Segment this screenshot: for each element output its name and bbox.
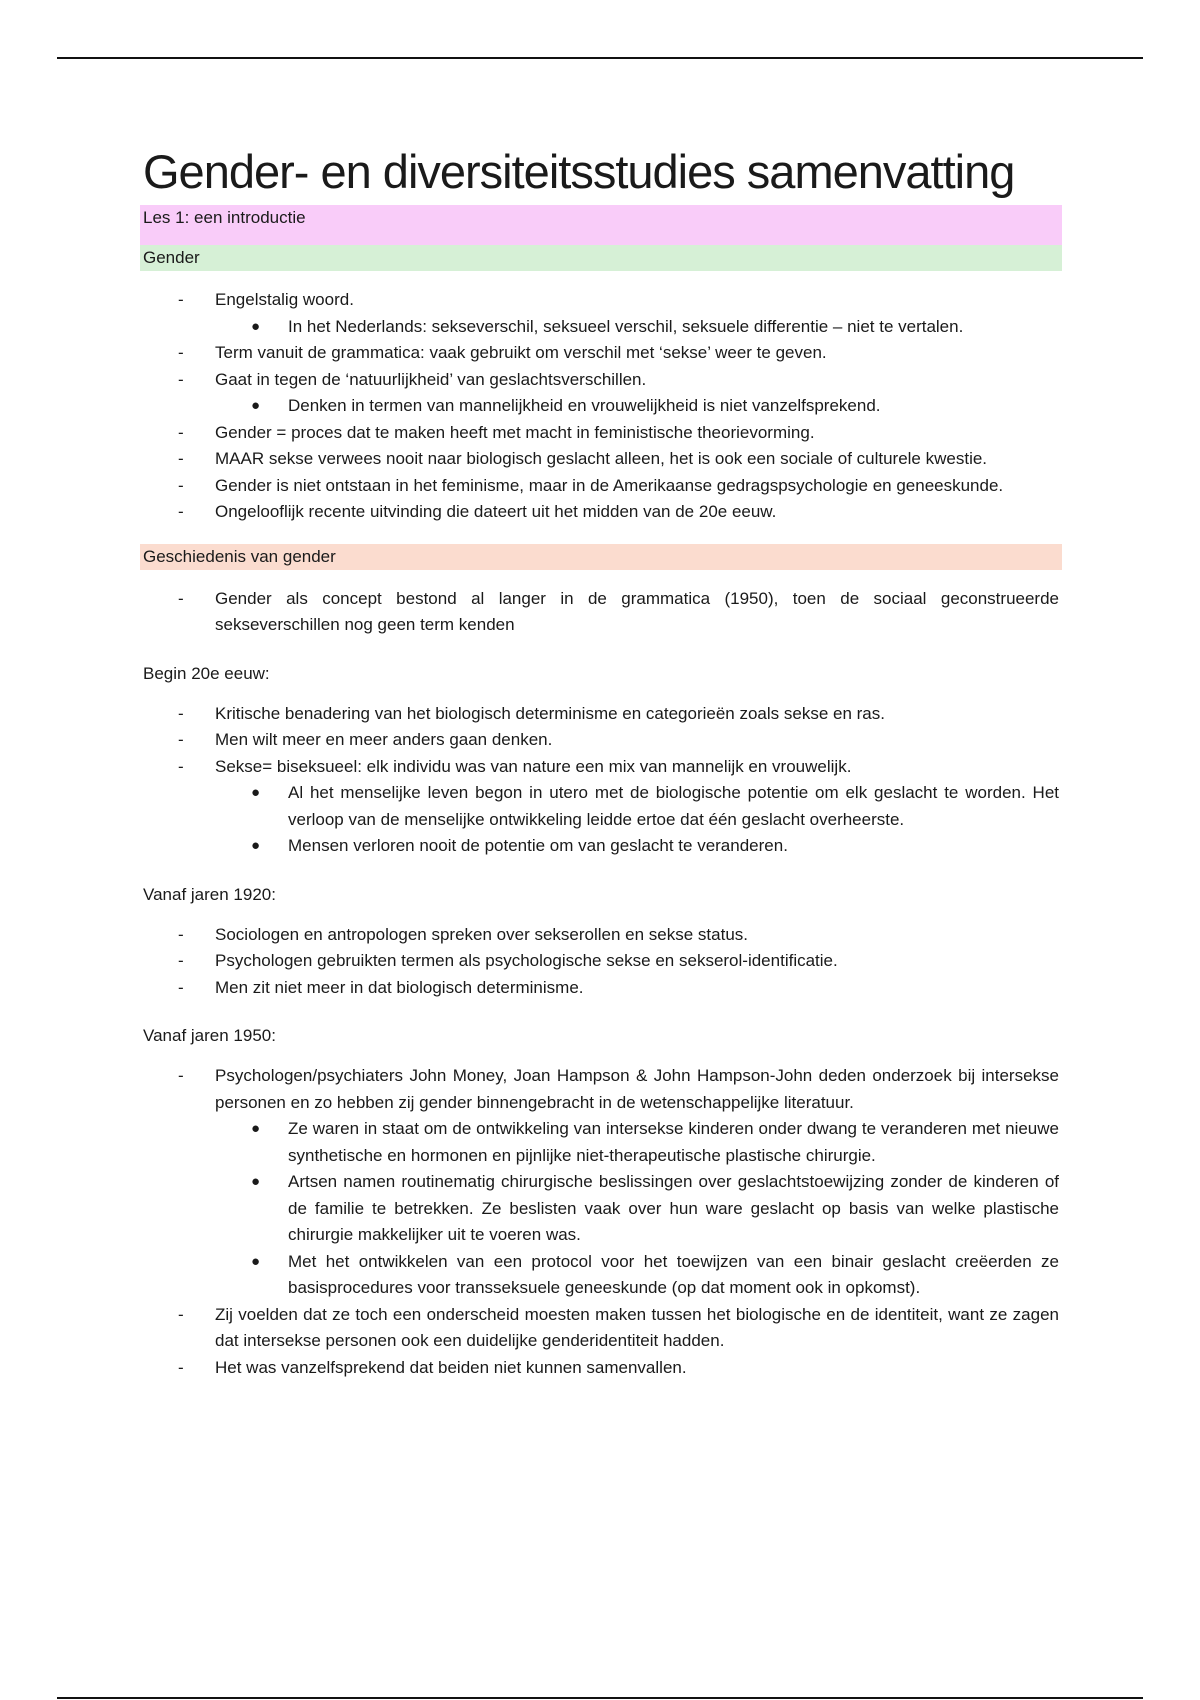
list-item <box>140 499 1062 526</box>
list-item <box>140 922 1062 949</box>
y1920-heading: Vanaf jaren 1920: <box>143 884 276 904</box>
list-item-text: Kritische benadering van het biologisch determinisme en categorieën zoals sekse en ras. <box>215 703 885 723</box>
sub-list <box>140 393 1059 420</box>
list-item-text: Gaat in tegen de ‘natuurlijkheid’ van geslachtsverschillen. <box>215 369 647 389</box>
list-item-text: Sociologen en antropologen spreken over sekserollen en sekse status. <box>215 924 749 944</box>
list-item-text: Ze waren in staat om de ontwikkeling van intersekse kinderen onder dwang te veranderen met nieuwe synthetische en hormonen en pijnlijke niet-therapeutische plastische chirurgie. <box>288 1119 1059 1165</box>
dash-marker: - <box>178 290 184 310</box>
dash-marker: - <box>178 369 184 389</box>
dash-marker: - <box>178 449 184 469</box>
bullet-marker: ● <box>251 784 261 802</box>
top-rule <box>57 57 1143 59</box>
y1920-list <box>140 922 1062 1002</box>
list-item <box>140 1355 1062 1382</box>
gender-list <box>140 287 1062 526</box>
dash-marker: - <box>178 1357 184 1377</box>
sub-list <box>140 1116 1059 1302</box>
history-list <box>140 586 1062 639</box>
dash-marker: - <box>178 977 184 997</box>
early20-heading: Begin 20e eeuw: <box>143 663 270 683</box>
sub-list-item <box>140 393 1059 420</box>
list-item-text: Engelstalig woord. <box>215 290 354 310</box>
sub-list <box>140 314 1059 341</box>
dash-marker: - <box>178 475 184 495</box>
list-item <box>140 1063 1062 1302</box>
sub-list-item <box>140 1249 1059 1302</box>
list-item <box>140 727 1062 754</box>
list-item-text: Men zit niet meer in dat biologisch determinisme. <box>215 977 584 997</box>
list-item-text: Met het ontwikkelen van een protocol voor het toewijzen van een binair geslacht creëerden ze basisprocedures voor transseksuele geneeskunde (op dat moment ook in opkomst). <box>288 1251 1059 1298</box>
list-item-text: Gender = proces dat te maken heeft met macht in feministische theorievorming. <box>215 422 815 442</box>
list-item <box>140 754 1062 860</box>
dash-marker: - <box>178 924 184 944</box>
list-item-text: Term vanuit de grammatica: vaak gebruikt om verschil met ‘sekse’ weer te geven. <box>215 343 827 363</box>
bullet-marker: ● <box>251 317 261 335</box>
list-item-text: MAAR sekse verwees nooit naar biologisch geslacht alleen, het is ook een sociale of culturele kwestie. <box>215 449 988 469</box>
sub-list-item <box>140 1169 1059 1249</box>
list-item <box>140 446 1062 473</box>
list-item-text: Men wilt meer en meer anders gaan denken. <box>215 730 553 750</box>
bullet-marker: ● <box>251 1120 261 1138</box>
list-item-text: Al het menselijke leven begon in utero met de biologische potentie om elk geslacht te worden. Het verloop van de menselijke ontwikkeling leidde ertoe dat één geslacht overheerste. <box>288 783 1059 829</box>
list-item <box>140 367 1062 420</box>
document-title: Gender- en diversiteitsstudies samenvatting <box>143 145 1015 198</box>
dash-marker: - <box>178 1304 184 1324</box>
dash-marker: - <box>178 502 184 522</box>
sub-list-item <box>140 780 1059 833</box>
list-item-text: Psychologen/psychiaters John Money, Joan Hampson & John Hampson-John deden onderzoek bij intersekse personen en zo hebben zij gender binnengebracht in de wetenschappelijke literatuur. <box>215 1066 1059 1112</box>
y1950-list <box>140 1063 1062 1381</box>
list-item-text: Sekse= biseksueel: elk individu was van nature een mix van mannelijk en vrouwelijk. <box>215 756 852 776</box>
sub-list-item <box>140 1116 1059 1169</box>
list-item <box>140 340 1062 367</box>
dash-marker: - <box>178 756 184 776</box>
list-item <box>140 420 1062 447</box>
dash-marker: - <box>178 1066 184 1086</box>
dash-marker: - <box>178 951 184 971</box>
bullet-marker: ● <box>251 1252 261 1270</box>
list-item <box>140 586 1062 639</box>
list-item-text: Zij voelden dat ze toch een onderscheid moesten maken tussen het biologische en de identiteit, want ze zagen dat intersekse personen ook een duidelijke genderidentiteit hadden. <box>215 1304 1059 1351</box>
list-item <box>140 975 1062 1002</box>
bullet-marker: ● <box>251 397 261 415</box>
history-heading: Geschiedenis van gender <box>140 544 1062 570</box>
dash-marker: - <box>178 703 184 723</box>
lesson-heading: Les 1: een introductie <box>140 205 1062 245</box>
list-item-text: Het was vanzelfsprekend dat beiden niet kunnen samenvallen. <box>215 1357 687 1377</box>
sub-list-item <box>140 833 1059 860</box>
list-item <box>140 473 1062 500</box>
list-item-text: Psychologen gebruikten termen als psychologische sekse en sekserol-identificatie. <box>215 951 838 971</box>
list-item-text: Denken in termen van mannelijkheid en vrouwelijkheid is niet vanzelfsprekend. <box>288 396 881 416</box>
y1950-heading: Vanaf jaren 1950: <box>143 1026 276 1046</box>
dash-marker: - <box>178 730 184 750</box>
dash-marker: - <box>178 343 184 363</box>
document-page <box>140 145 1062 1381</box>
gender-heading: Gender <box>140 245 1062 271</box>
list-item-text: In het Nederlands: sekseverschil, seksueel verschil, seksuele differentie – niet te vertalen. <box>288 316 964 336</box>
early20-list <box>140 701 1062 860</box>
list-item <box>140 701 1062 728</box>
list-item <box>140 1302 1062 1355</box>
list-item-text: Mensen verloren nooit de potentie om van geslacht te veranderen. <box>288 836 788 856</box>
dash-marker: - <box>178 588 184 608</box>
list-item-text: Gender als concept bestond al langer in de grammatica (1950), toen de sociaal geconstrueerde sekseverschillen nog geen term kenden <box>215 588 1059 635</box>
bullet-marker: ● <box>251 1173 261 1191</box>
dash-marker: - <box>178 422 184 442</box>
bottom-rule <box>57 1697 1143 1699</box>
bullet-marker: ● <box>251 837 261 855</box>
sub-list-item <box>140 314 1059 341</box>
list-item-text: Artsen namen routinematig chirurgische beslissingen over geslachtstoewijzing zonder de kinderen of de familie te betrekken. Ze beslisten vaak over hun ware geslacht op basis van welke plastische chirurgie makkelijker uit te voeren was. <box>288 1172 1059 1245</box>
list-item <box>140 948 1062 975</box>
list-item <box>140 287 1062 340</box>
list-item-text: Gender is niet ontstaan in het feminisme, maar in de Amerikaanse gedragspsychologie en geneeskunde. <box>215 475 1004 495</box>
sub-list <box>140 780 1059 860</box>
list-item-text: Ongelooflijk recente uitvinding die dateert uit het midden van de 20e eeuw. <box>215 502 777 522</box>
